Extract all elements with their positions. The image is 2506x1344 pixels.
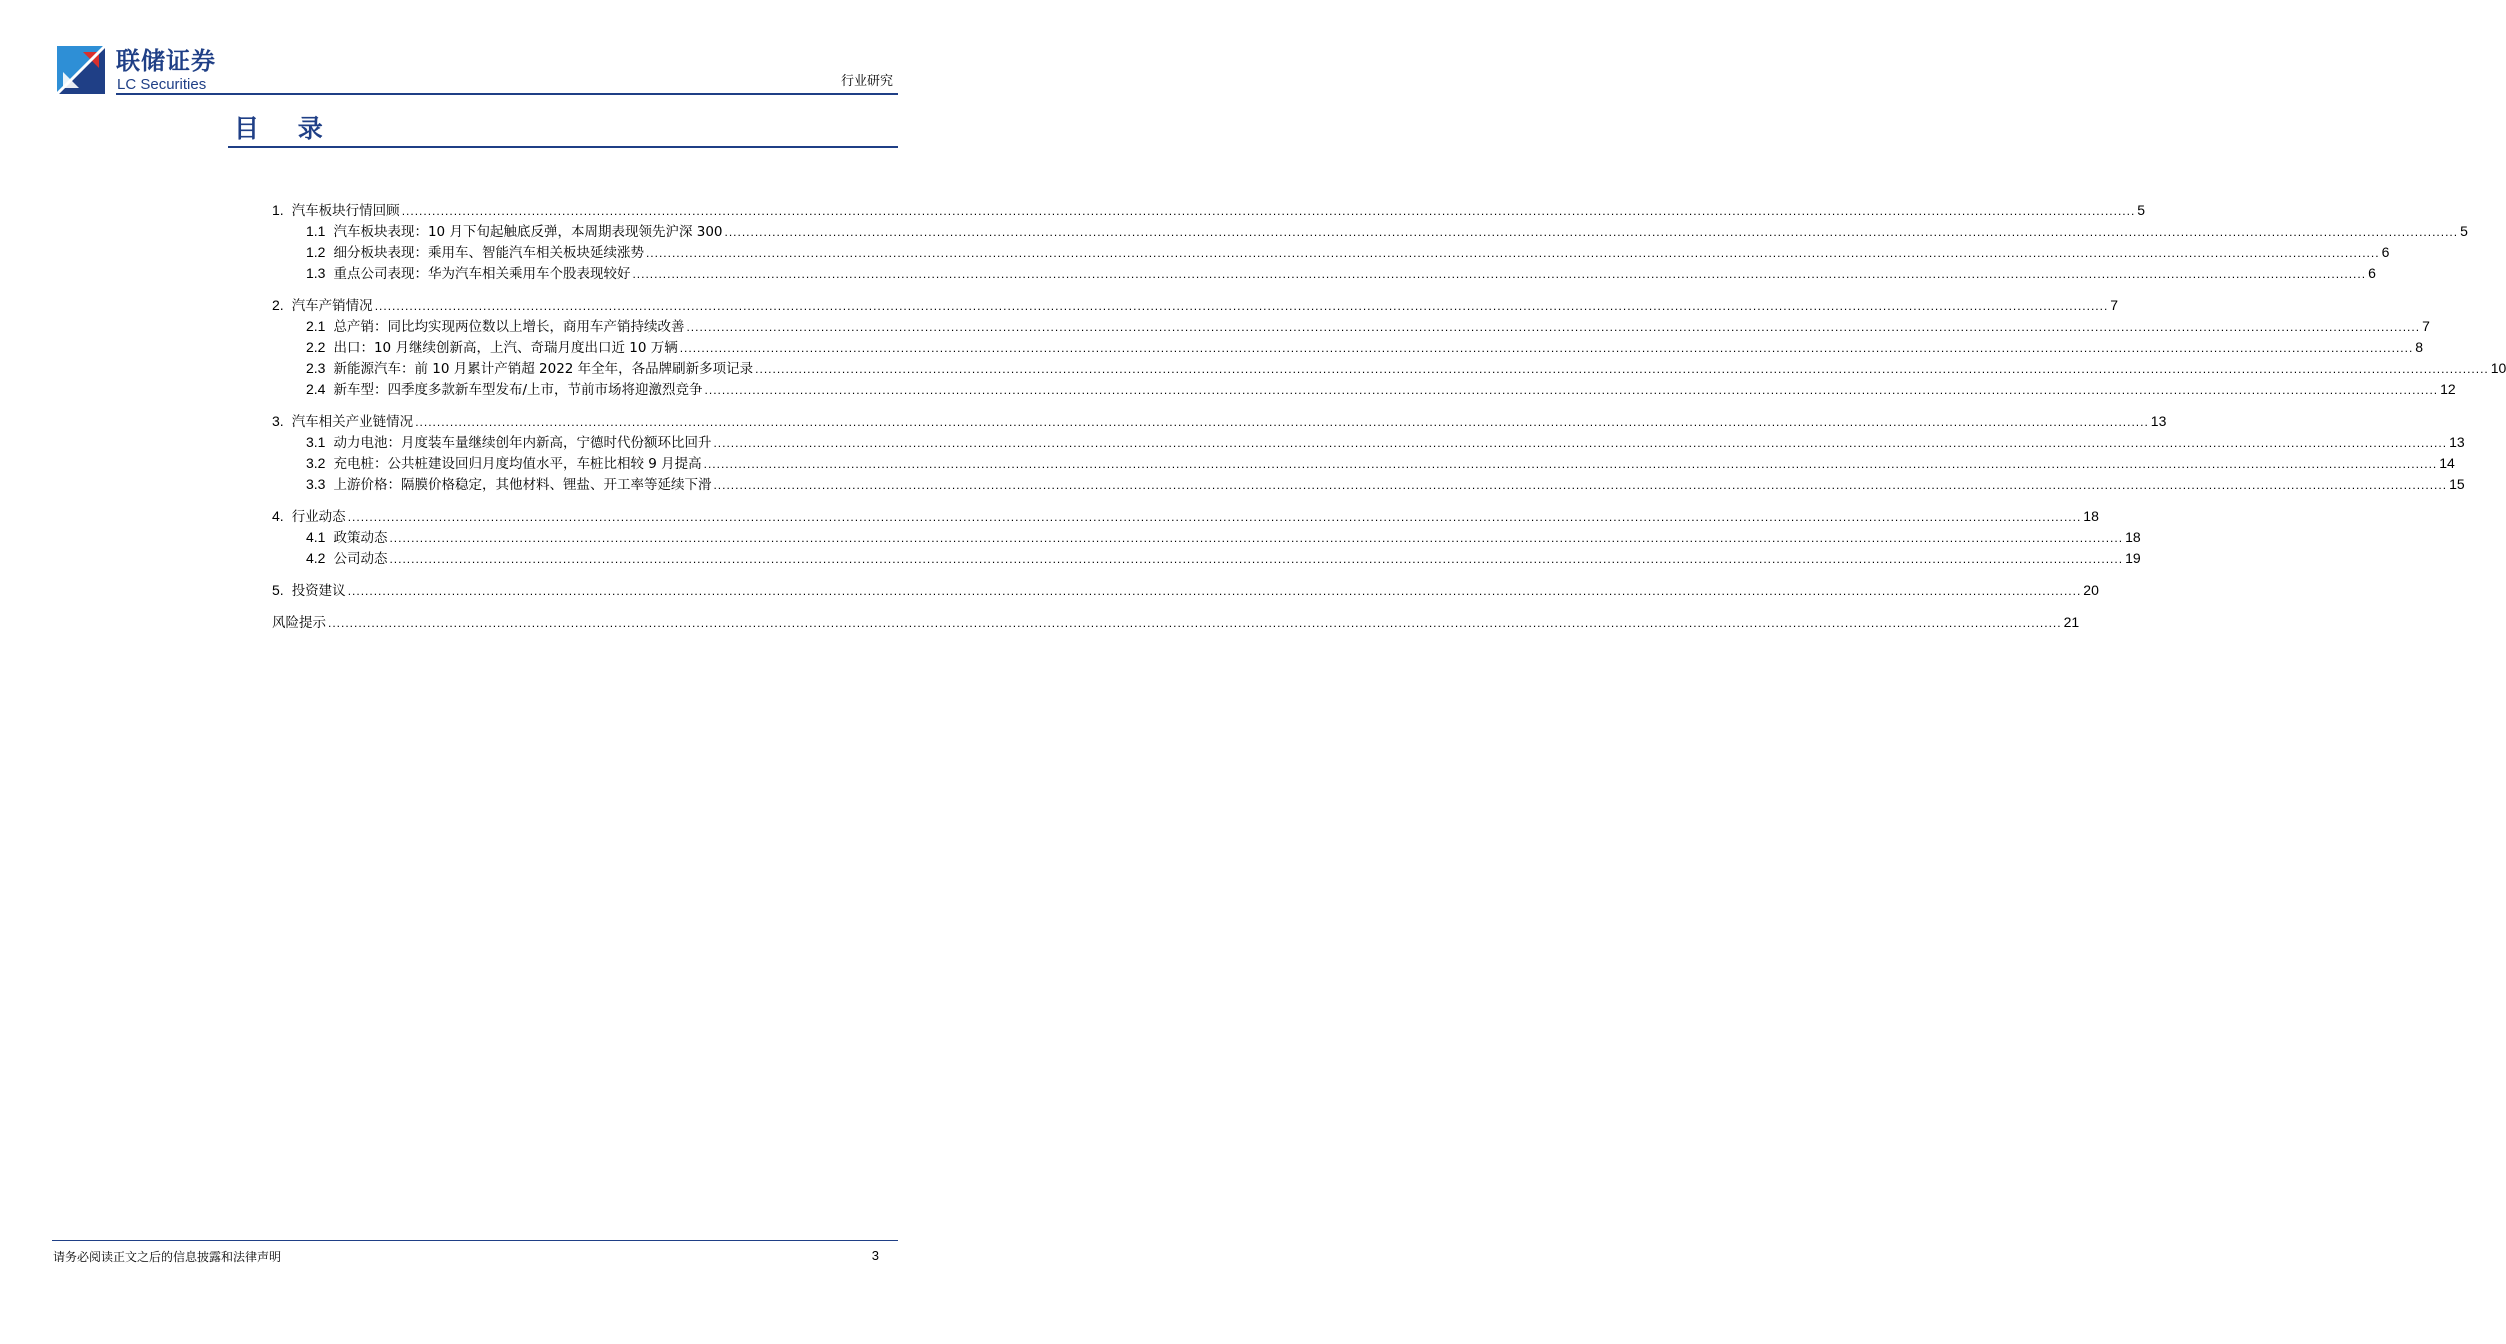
toc-entry[interactable] <box>272 580 2099 601</box>
toc-entry-page: 6 <box>2381 244 2390 260</box>
toc-leader-dots: ................................................................................................................................................................................................................................................................................................................................................................................................................ <box>704 383 2439 397</box>
toc-leader-dots: ................................................................................................................................................................................................................................................................................................................................................................................................................ <box>686 320 2421 334</box>
toc-entry-number: 3.1 <box>306 434 326 450</box>
table-of-contents <box>272 200 2506 633</box>
toc-subentry[interactable] <box>272 453 2455 474</box>
report-category: 行业研究 <box>840 74 893 89</box>
toc-entry-text: 细分板块表现：乘用车、智能汽车相关板块延续涨势 <box>333 245 644 261</box>
toc-entry-number: 2.3 <box>306 360 326 376</box>
toc-entry-page: 7 <box>2422 318 2430 334</box>
toc-entry-page: 15 <box>2449 476 2465 492</box>
toc-leader-dots: ................................................................................................................................................................................................................................................................................................................................................................................................................ <box>645 246 2380 260</box>
toc-entry-text: 新车型：四季度多款新车型发布/上市，节前市场将迎激烈竞争 <box>333 382 703 398</box>
toc-leader-dots: ................................................................................................................................................................................................................................................................................................................................................................................................................ <box>374 299 2109 313</box>
toc-entry-text: 投资建议 <box>291 583 346 599</box>
toc-entry-number: 4.2 <box>306 550 326 566</box>
toc-entry-page: 8 <box>2415 339 2424 355</box>
toc-entry-number: 2.1 <box>306 318 326 334</box>
toc-entry-text: 上游价格：隔膜价格稳定，其他材料、锂盐、开工率等延续下滑 <box>333 477 712 493</box>
toc-entry-text: 公司动态 <box>333 551 388 567</box>
toc-entry-number: 4.1 <box>306 529 326 545</box>
toc-leader-dots: ................................................................................................................................................................................................................................................................................................................................................................................................................ <box>415 415 2149 429</box>
toc-entry-page: 5 <box>2137 202 2146 218</box>
toc-entry[interactable] <box>272 506 2099 527</box>
toc-entry-page: 21 <box>2063 614 2080 630</box>
toc-leader-dots: ................................................................................................................................................................................................................................................................................................................................................................................................................ <box>755 362 2489 376</box>
toc-entry-number: 2.2 <box>306 339 326 355</box>
toc-subentry[interactable] <box>272 263 2376 284</box>
toc-entry-page: 12 <box>2440 381 2456 397</box>
title-divider <box>228 146 898 148</box>
toc-entry-text: 充电桩：公共桩建设回归月度均值水平，车桩比相较 9 月提高 <box>333 456 702 472</box>
toc-entry-number: 5. <box>272 582 284 598</box>
toc-subentry[interactable] <box>272 527 2141 548</box>
toc-leader-dots: ................................................................................................................................................................................................................................................................................................................................................................................................................ <box>713 478 2448 492</box>
toc-entry-text: 政策动态 <box>333 530 388 546</box>
toc-leader-dots: ................................................................................................................................................................................................................................................................................................................................................................................................................ <box>389 531 2124 545</box>
toc-entry[interactable] <box>272 200 2146 221</box>
toc-entry-text: 汽车产销情况 <box>291 298 373 314</box>
toc-entry-page: 18 <box>2125 529 2141 545</box>
toc-entry-number: 3.2 <box>306 455 326 471</box>
toc-leader-dots: ................................................................................................................................................................................................................................................................................................................................................................................................................ <box>389 552 2124 566</box>
toc-entry-page: 18 <box>2083 508 2099 524</box>
footer-disclaimer: 请务必阅读正文之后的信息披露和法律声明 <box>53 1250 282 1264</box>
toc-entry-page: 7 <box>2110 297 2119 313</box>
toc-entry[interactable] <box>272 295 2119 316</box>
toc-leader-dots: ................................................................................................................................................................................................................................................................................................................................................................................................................ <box>347 510 2082 524</box>
toc-leader-dots: ................................................................................................................................................................................................................................................................................................................................................................................................................ <box>679 341 2414 355</box>
header-divider <box>116 93 898 95</box>
toc-entry-number: 4. <box>272 508 284 524</box>
brand-name-cn: 联储证券 <box>116 47 216 75</box>
toc-subentry[interactable] <box>272 432 2465 453</box>
toc-subentry[interactable] <box>272 221 2468 242</box>
toc-entry-text: 风险提示 <box>272 615 326 631</box>
toc-entry-page: 6 <box>2368 265 2376 281</box>
toc-entry-text: 出口：10 月继续创新高，上汽、奇瑞月度出口近 10 万辆 <box>333 340 678 356</box>
toc-entry-text: 汽车相关产业链情况 <box>291 414 414 430</box>
toc-entry-text: 动力电池：月度装车量继续创年内新高，宁德时代份额环比回升 <box>333 435 712 451</box>
toc-entry-page: 14 <box>2439 455 2455 471</box>
toc-leader-dots: ................................................................................................................................................................................................................................................................................................................................................................................................................ <box>724 225 2459 239</box>
toc-subentry[interactable] <box>272 474 2465 495</box>
toc-entry-number: 3. <box>272 413 284 429</box>
toc-entry[interactable] <box>272 411 2167 432</box>
toc-entry-number: 2.4 <box>306 381 326 397</box>
toc-leader-dots: ................................................................................................................................................................................................................................................................................................................................................................................................................ <box>713 436 2448 450</box>
toc-subentry[interactable] <box>272 358 2506 379</box>
toc-title: 目 录 <box>234 114 338 143</box>
toc-entry-text: 重点公司表现：华为汽车相关乘用车个股表现较好 <box>333 266 631 282</box>
toc-leader-dots: ................................................................................................................................................................................................................................................................................................................................................................................................................ <box>703 457 2438 471</box>
toc-subentry[interactable] <box>272 242 2390 263</box>
toc-entry-number: 3.3 <box>306 476 326 492</box>
toc-entry-text: 新能源汽车：前 10 月累计产销超 2022 年全年，各品牌刷新多项记录 <box>333 361 754 377</box>
brand-name-en: LC Securities <box>117 76 207 93</box>
toc-entry-text: 总产销：同比均实现两位数以上增长，商用车产销持续改善 <box>333 319 685 335</box>
toc-subentry[interactable] <box>272 548 2141 569</box>
footer-divider <box>52 1240 898 1241</box>
toc-entry-text: 汽车板块表现：10 月下旬起触底反弹，本周期表现领先沪深 300 <box>333 224 723 240</box>
toc-entry-page: 13 <box>2150 413 2167 429</box>
toc-entry-number: 1.1 <box>306 223 326 239</box>
toc-entry-page: 19 <box>2125 550 2141 566</box>
toc-leader-dots: ................................................................................................................................................................................................................................................................................................................................................................................................................ <box>328 616 2062 630</box>
toc-entry-number: 1.3 <box>306 265 326 281</box>
toc-subentry[interactable] <box>272 379 2456 400</box>
toc-subentry[interactable] <box>272 337 2424 358</box>
toc-entry-page: 5 <box>2460 223 2468 239</box>
page-number: 3 <box>871 1248 879 1263</box>
toc-entry-number: 2. <box>272 297 284 313</box>
toc-leader-dots: ................................................................................................................................................................................................................................................................................................................................................................................................................ <box>632 267 2367 281</box>
toc-entry-text: 行业动态 <box>291 509 346 525</box>
toc-entry[interactable] <box>272 612 2080 633</box>
toc-entry-number: 1.2 <box>306 244 326 260</box>
toc-subentry[interactable] <box>272 316 2430 337</box>
toc-entry-page: 13 <box>2449 434 2465 450</box>
toc-leader-dots: ................................................................................................................................................................................................................................................................................................................................................................................................................ <box>401 204 2136 218</box>
toc-entry-page: 10 <box>2490 360 2506 376</box>
toc-entry-page: 20 <box>2083 582 2099 598</box>
toc-leader-dots: ................................................................................................................................................................................................................................................................................................................................................................................................................ <box>347 584 2082 598</box>
lc-securities-logo-icon <box>57 46 105 94</box>
toc-entry-text: 汽车板块行情回顾 <box>291 203 400 219</box>
toc-entry-number: 1. <box>272 202 284 218</box>
